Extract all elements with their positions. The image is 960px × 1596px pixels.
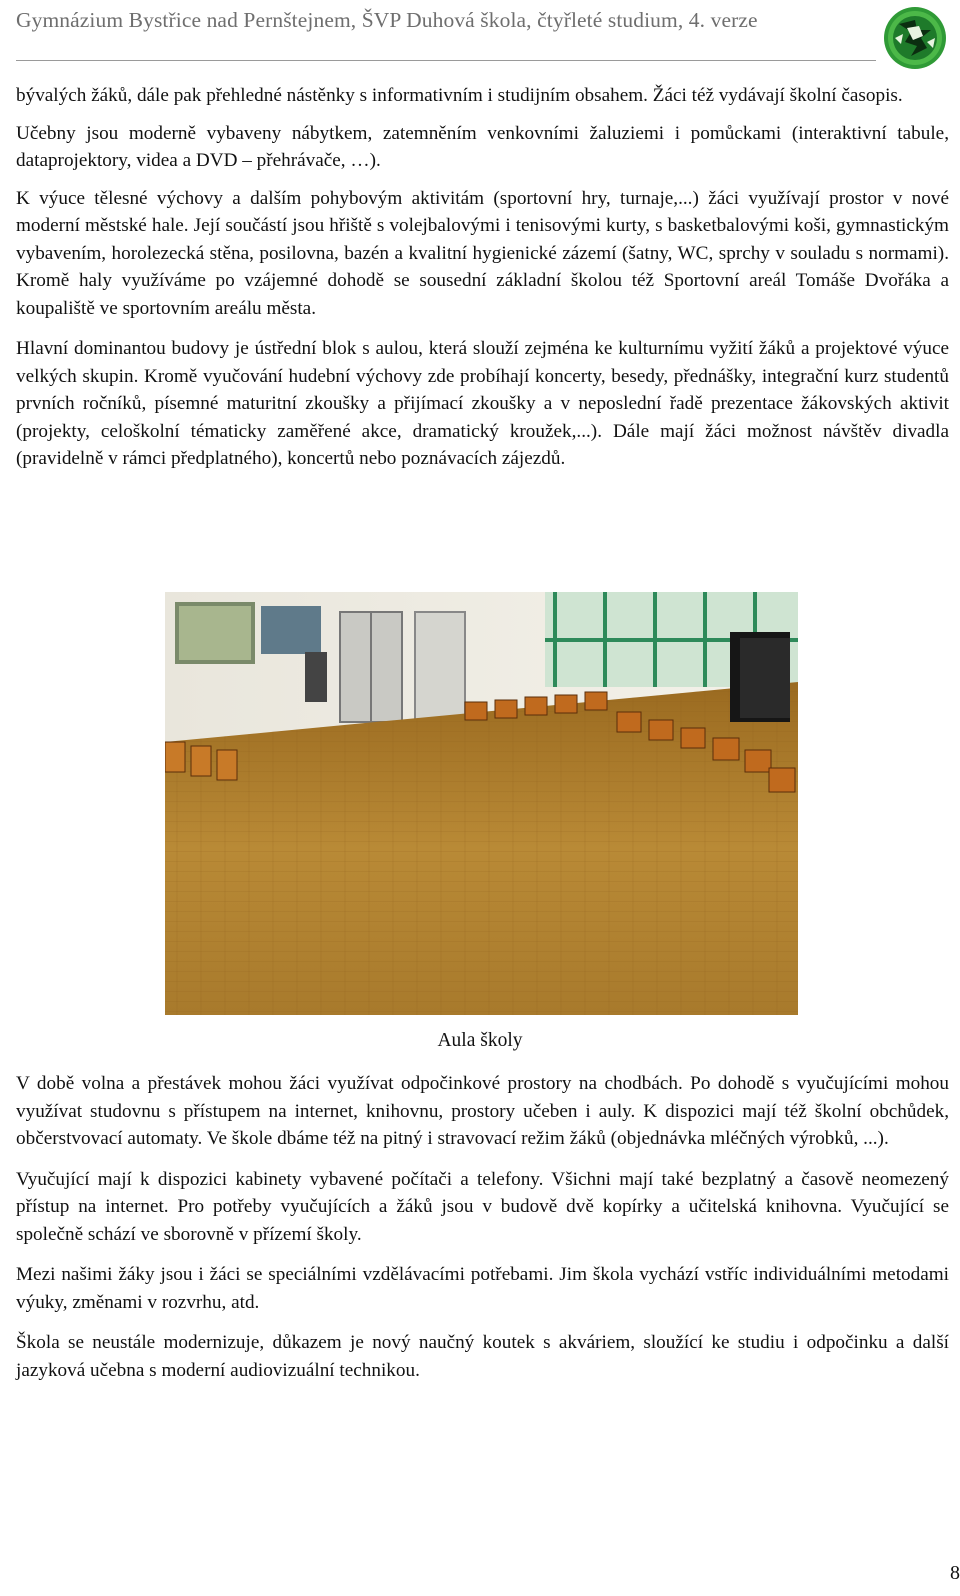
page-header	[16, 0, 876, 61]
body-text-bottom	[16, 1070, 949, 1397]
aula-photo	[165, 592, 798, 1015]
figure-caption: Aula školy	[437, 1030, 523, 1051]
header-title: Gymnázium Bystřice nad Pernštejnem, ŠVP Duhová škola, čtyřleté studium, 4. verze	[16, 8, 758, 32]
paragraph: bývalých žáků, dále pak přehledné nástěnky s informativním i studijním obsahem. Žáci též vydávají školní časopis.	[16, 85, 903, 106]
paragraph: Mezi našimi žáky jsou i žáci se speciálními vzdělávacími potřebami. Jim škola vychází vstříc individuálními metodami výuky, změnami v rozvrhu, atd.	[16, 1264, 949, 1313]
paragraph: V době volna a přestávek mohou žáci využívat odpočinkové prostory na chodbách. Po dohodě s vyučujícími mohou využívat studovnu s přístupem na internet, knihovnu, prostory učeben i auly. K dispozici mají též školní obchůdek, občerstvovací automaty. Ve škole dbáme též na pitný i stravovací režim žáků (objednávka mléčných výrobků, ...).	[16, 1073, 949, 1149]
page-number: 8	[950, 1562, 960, 1584]
paragraph: Hlavní dominantou budovy je ústřední blok s aulou, která slouží zejména ke kulturnímu vyžití žáků a projektové výuce velkých skupin. Kromě vyučování hudební výchovy zde probíhají koncerty, besedy, přednášky, integrační kurz studentů prvních ročníků, písemné maturitní zkoušky a přijímací zkoušky a v neposlední řadě prezentace žákovských aktivit (projekty, celoškolní tématicky zaměřené akce, dramatický kroužek,...). Dále mají žáci možnost návštěv divadla (pravidelně v rámci předplatného), koncertů nebo poznávacích zájezdů.	[16, 338, 949, 469]
paragraph: Vyučující mají k dispozici kabinety vybavené počítači a telefony. Všichni mají také bezplatný a časově neomezený přístup na internet. Pro potřeby vyučujících a žáků jsou v budově dvě kopírky a učitelská knihovna. Vyučující se společně schází ve sborovně v přízemí školy.	[16, 1168, 949, 1245]
school-crest-icon	[877, 2, 953, 74]
body-text-top	[16, 82, 949, 486]
paragraph: Škola se neustále modernizuje, důkazem je nový naučný koutek s akváriem, sloužící ke studiu i odpočinku a další jazyková učebna s moderní audiovizuální technikou.	[16, 1332, 949, 1381]
paragraph: K výuce tělesné výchovy a dalším pohybovým aktivitám (sportovní hry, turnaje,...) žáci využívají prostor v nové moderní městské hale. Její součástí jsou hřiště s volejbalovými i tenisovými kurty, s basketbalovými koši, gymnastickým vybavením, horolezecká stěna, posilovna, bazén a kvalitní hygienické zázemí (šatny, WC, sprchy v souladu s normami). Kromě haly využíváme po vzájemné dohodě se sousední základní školou též Sportovní areál Tomáše Dvořáka a koupaliště ve sportovním areálu města.	[16, 187, 949, 319]
paragraph: Učebny jsou moderně vybaveny nábytkem, zatemněním venkovními žaluziemi i pomůckami (interaktivní tabule, dataprojektory, videa a DVD – přehrávače, …).	[16, 122, 949, 171]
